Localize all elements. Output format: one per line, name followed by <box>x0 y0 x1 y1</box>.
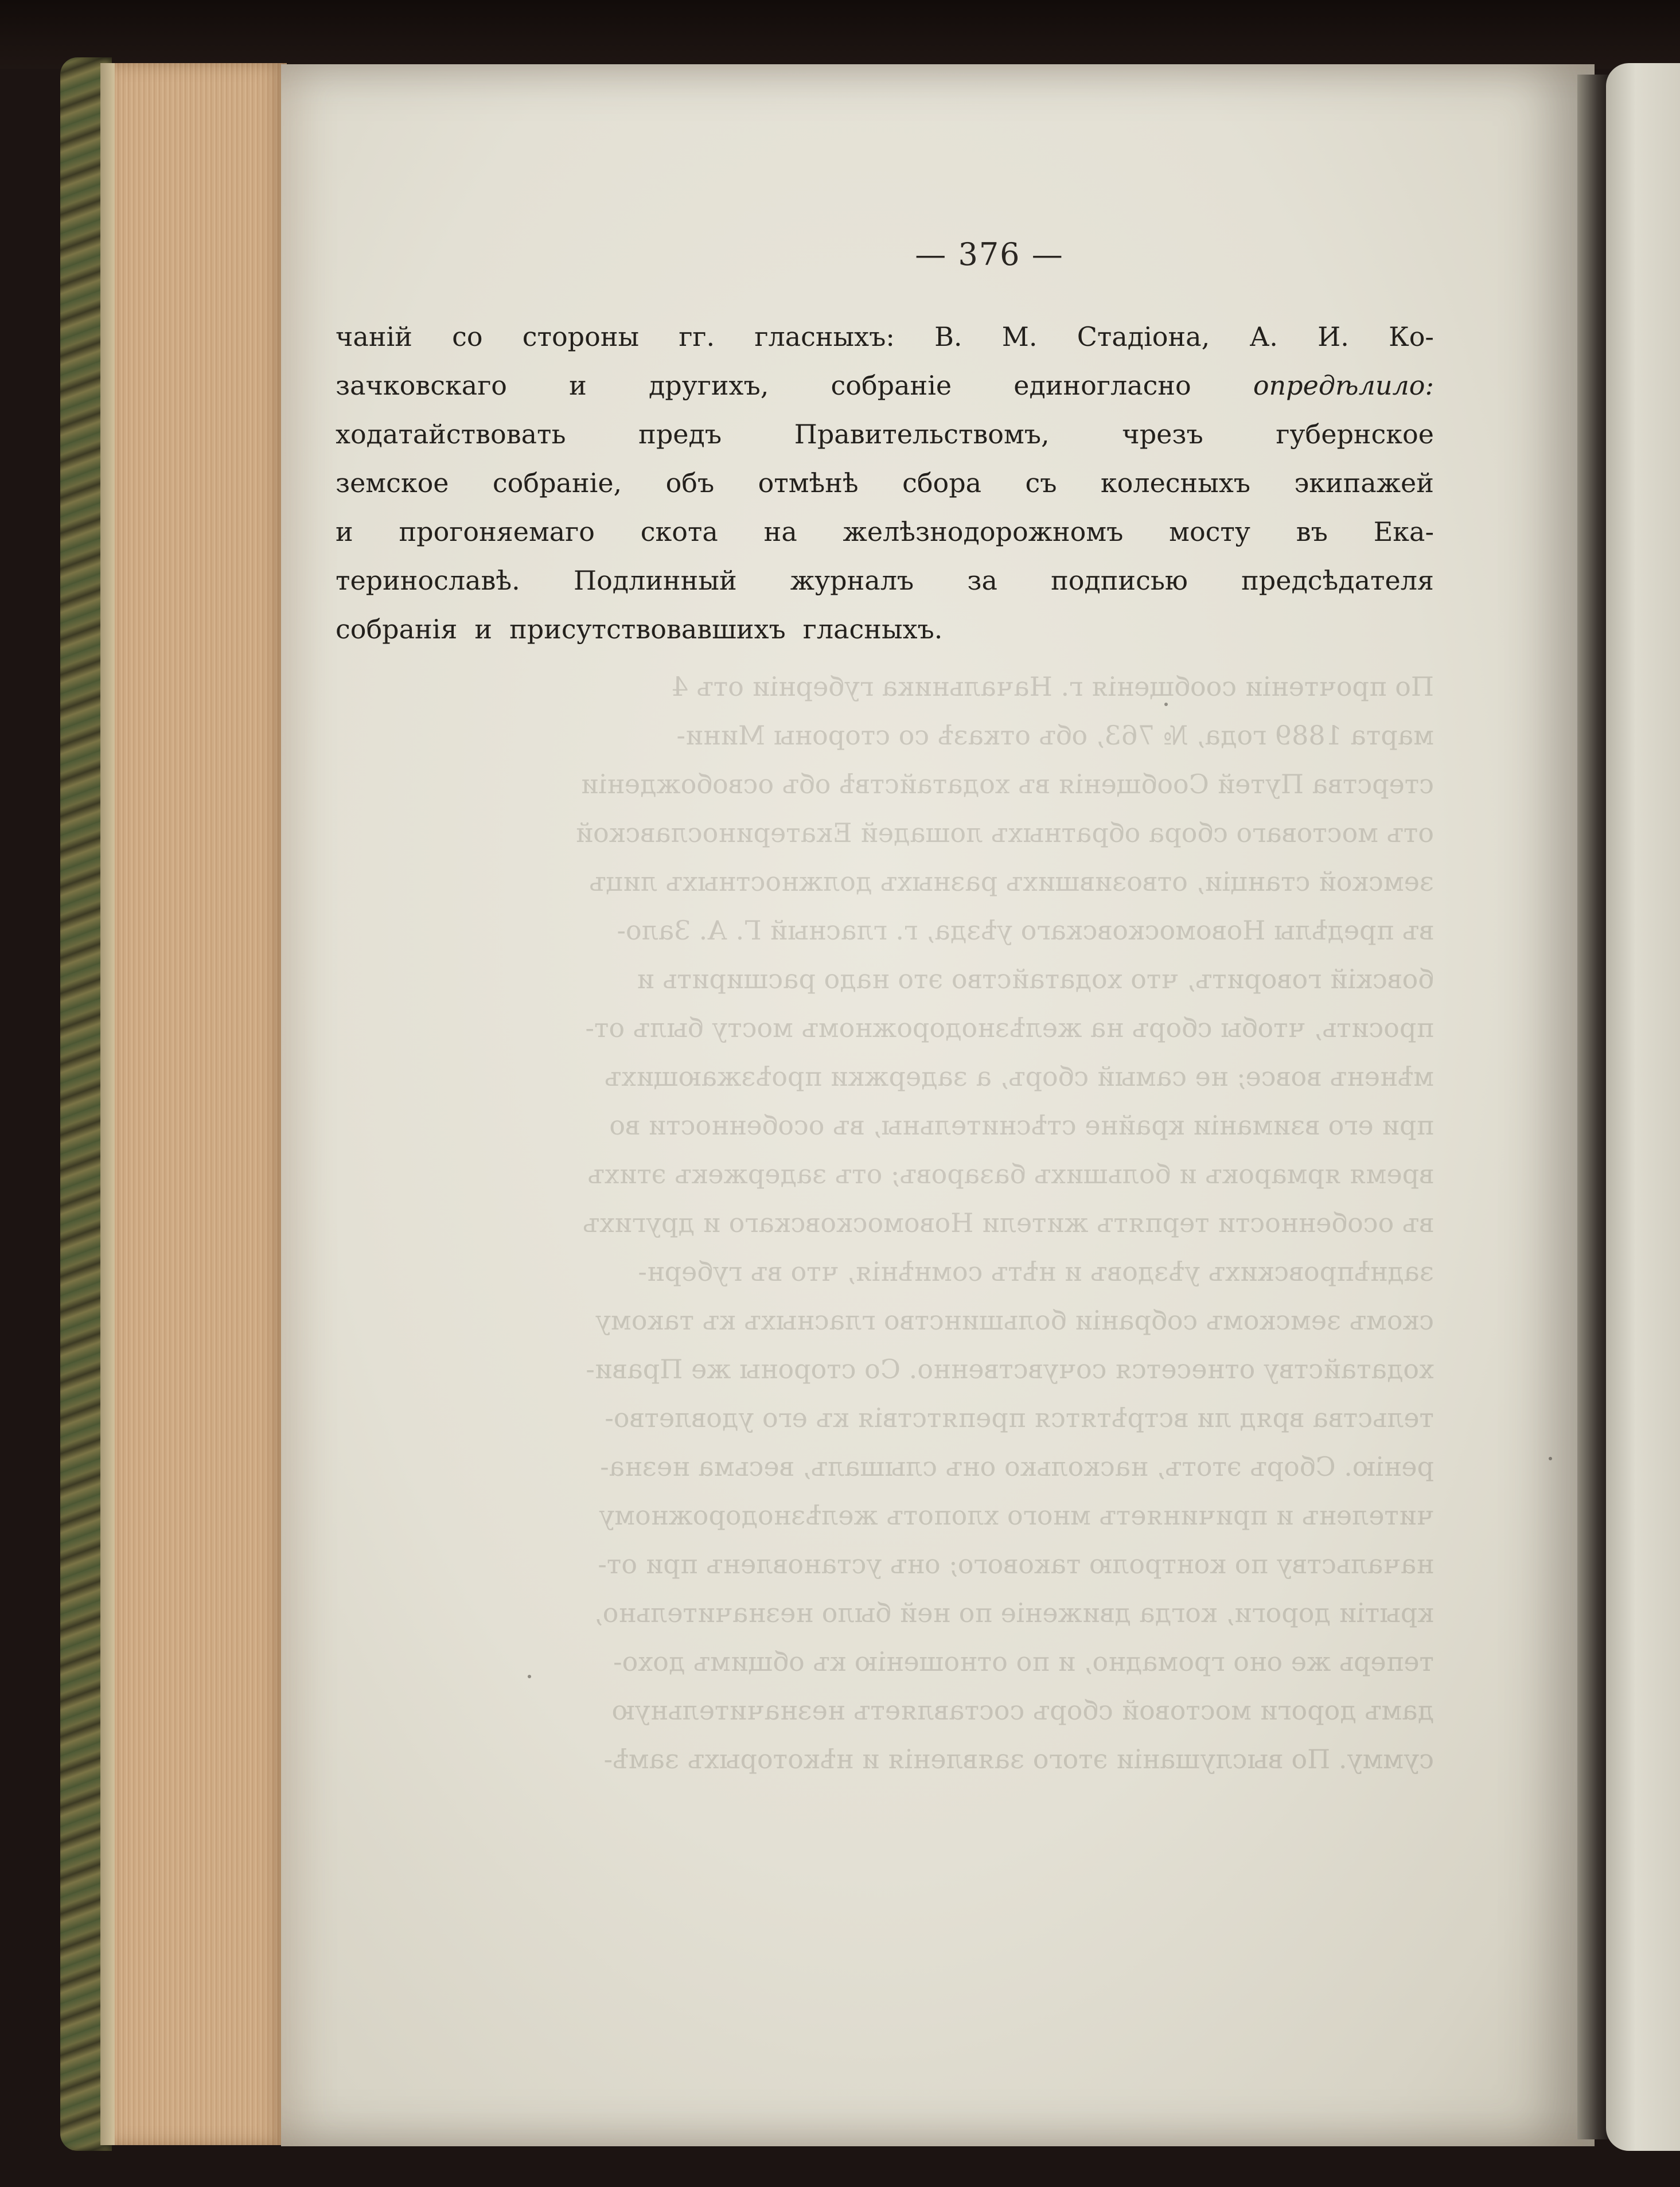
word: земское <box>336 467 449 498</box>
word: сбора <box>902 467 982 498</box>
word: М. <box>1001 321 1038 352</box>
word: и <box>569 370 587 401</box>
bleed-line: чителенъ и причиняетъ много хлопотъ желѣзнодорожному <box>599 1500 1434 1531</box>
text-line <box>336 556 1434 605</box>
word: теринославѣ. <box>336 565 520 596</box>
word: гг. <box>679 321 715 352</box>
word: чрезъ <box>1122 419 1203 450</box>
word: стороны <box>522 321 640 352</box>
word: журналъ <box>790 565 914 596</box>
bleed-line: въ предѣлы Новомосковскаго уѣзда, г. гласный Г. А. Зало- <box>617 915 1434 946</box>
word: собранія <box>336 614 458 645</box>
word: прогоняемаго <box>399 516 595 547</box>
bleed-line: крытіи дороги, когда движеніе по ней было незначительно, <box>594 1597 1434 1628</box>
text-line <box>336 313 1434 361</box>
word: единогласно <box>1014 370 1191 401</box>
word: ходатайствовать <box>336 419 566 450</box>
bleed-line: заднѣпровскихъ уѣздовъ и нѣтъ сомнѣнія, что въ губерн- <box>638 1256 1434 1287</box>
word: гласныхъ: <box>754 321 895 352</box>
paper-speck <box>1164 703 1168 706</box>
bleed-line: тельства вряд ли встрѣтятся препятствія къ его удовлетво- <box>605 1402 1434 1433</box>
word: со <box>452 321 483 352</box>
word: и <box>336 516 353 547</box>
word: скота <box>640 516 718 547</box>
text-line <box>336 459 1434 508</box>
word: А. <box>1249 321 1278 352</box>
word: зачковскаго <box>336 370 507 401</box>
word: Подлинный <box>574 565 737 596</box>
background <box>0 0 1680 69</box>
word: Стадіона, <box>1077 321 1210 352</box>
page-text <box>336 313 1434 654</box>
word: В. <box>934 321 962 352</box>
bleed-line: просить, чтобы сборъ на желѣзнодорожномъ мосту былъ от- <box>585 1012 1434 1043</box>
word: экипажей <box>1294 467 1434 498</box>
text-line <box>336 605 1434 654</box>
bleed-line: марта 1889 года, № 763, объ отказѣ со стороны Мини- <box>676 720 1434 751</box>
word: присутствовавшихъ <box>509 614 786 645</box>
word: Ко- <box>1389 321 1434 352</box>
bleed-line: сумму. По выслушаніи этого заявленія и нѣкоторыхъ замѣ- <box>603 1744 1434 1775</box>
word: подписью <box>1051 565 1188 596</box>
bleed-line: отъ мостоваго сбора обратныхъ лошадей Екатеринославской <box>575 817 1434 848</box>
bleed-through-text <box>336 662 1434 1784</box>
facing-page-edge <box>1606 63 1680 2151</box>
word: мосту <box>1169 516 1250 547</box>
word: чаній <box>336 321 412 352</box>
text-line <box>336 410 1434 459</box>
word: собраніе <box>831 370 952 401</box>
paper-speck <box>528 1675 531 1678</box>
word: Правительствомъ, <box>794 419 1050 450</box>
word: на <box>763 516 797 547</box>
bleed-line: начальству по контролю такового; онъ установленъ при от- <box>598 1549 1434 1580</box>
word: колесныхъ <box>1100 467 1251 498</box>
text-line <box>336 361 1434 410</box>
bleed-line: дамъ дороги мостовой сборъ составляетъ незначительную <box>611 1695 1434 1726</box>
word: желѣзнодорожномъ <box>843 516 1124 547</box>
word: собраніе, <box>492 467 622 498</box>
page-block-edge <box>115 63 287 2145</box>
word: Ека- <box>1373 516 1434 547</box>
bleed-line: бовскій говоритъ, что ходатайство это надо расширить и <box>637 964 1434 995</box>
bleed-line: По прочтеніи сообщенія г. Начальника губерніи отъ 4 <box>671 671 1434 702</box>
paper-speck <box>1549 1457 1552 1460</box>
word: предъ <box>638 419 722 450</box>
bleed-line: мѣненъ вовсе; не самый сборъ, а задержки проѣзжающихъ <box>605 1061 1434 1092</box>
word: въ <box>1296 516 1328 547</box>
word: другихъ, <box>648 370 769 401</box>
word: опредѣлило: <box>1253 370 1434 401</box>
bleed-line: стерства Путей Сообщенія въ ходатайствѣ объ освобожденіи <box>580 769 1434 800</box>
bleed-line: скомъ земскомъ собраніи большинство гласныхъ къ такому <box>595 1305 1434 1336</box>
text-line <box>336 508 1434 556</box>
word: за <box>967 565 997 596</box>
bleed-line: время ярмарокъ и большихъ базаровъ; отъ задержекъ этихъ <box>587 1159 1434 1190</box>
word: губернское <box>1276 419 1434 450</box>
bleed-line: при его взиманіи крайне стѣснительны, въ особенности во <box>609 1110 1434 1141</box>
word: объ <box>665 467 715 498</box>
word: и <box>474 614 493 645</box>
page-number: — 376 — <box>915 236 1064 272</box>
word: И. <box>1318 321 1349 352</box>
bleed-line: въ особенности терпятъ жители Новомосковскаго и другихъ <box>582 1207 1434 1238</box>
word: гласныхъ. <box>802 614 943 645</box>
word: съ <box>1025 467 1057 498</box>
word: отмѣнѣ <box>758 467 859 498</box>
bleed-line: земской станціи, отвозившихъ разныхъ должностныхъ лицъ <box>589 866 1434 897</box>
word: предсѣдателя <box>1241 565 1434 596</box>
bleed-line: теперь же оно громадно, и по отношенію къ общимъ дохо- <box>613 1646 1434 1677</box>
bleed-line: ренію. Сборъ этотъ, насколько онъ слышалъ, весьма незна- <box>600 1451 1434 1482</box>
bleed-line: ходатайству отнесется сочувственно. Со стороны же Прави- <box>586 1354 1434 1385</box>
